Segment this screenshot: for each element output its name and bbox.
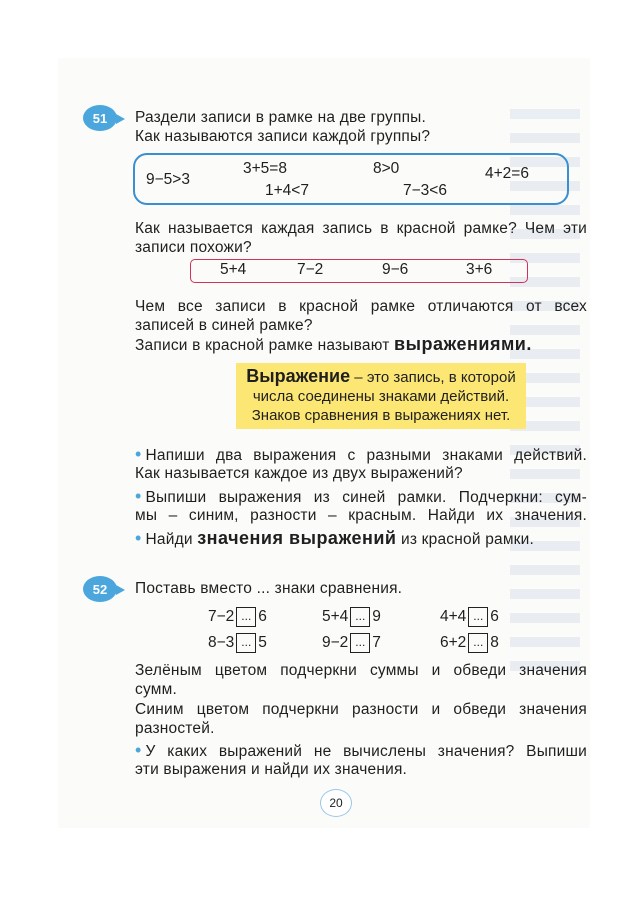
ex51-q3-line2: записей в синей рамке? xyxy=(135,317,313,334)
definition-line1-rest: – это запись, в которой xyxy=(350,369,516,386)
ex51-q3-line3-text: Записи в красной рамке называют xyxy=(135,337,390,354)
red-expr-4: 3+6 xyxy=(466,261,493,278)
answer-box[interactable]: ... xyxy=(236,633,256,653)
task3-line: • Найди значения выражений из красной рамки. xyxy=(135,528,535,548)
ex51-q2-line1: Как называется каждая запись в красной рамке? Чем эти xyxy=(135,220,587,237)
ex52-row2-col1: 8−3 ... 5 xyxy=(208,634,267,652)
ex52-row2-col3: 6+2 ... 8 xyxy=(440,634,499,652)
blue-expr-1: 9−5>3 xyxy=(146,171,190,188)
definition-line3: Знаков сравнения в выражениях нет. xyxy=(251,407,511,424)
blue-expr-2: 3+5=8 xyxy=(243,160,287,177)
red-expr-2: 7−2 xyxy=(297,261,324,278)
blue-expr-5: 7−3<6 xyxy=(403,182,447,199)
definition-line1 xyxy=(236,367,526,387)
bullet-icon: • xyxy=(135,528,142,548)
bullet-icon: • xyxy=(135,486,142,506)
definition-term: Выражение xyxy=(246,366,351,386)
task1-line1: • Напиши два выражения с разными знаками действий. xyxy=(135,444,587,464)
task1-line2: Как называется каждое из двух выражений? xyxy=(135,465,463,482)
ex51-line1: Раздели записи в рамке на две группы. xyxy=(135,109,427,126)
ex51-q2-line2: записи похожи? xyxy=(135,239,252,256)
blue-expr-6: 4+2=6 xyxy=(485,165,529,182)
exercise-51-badge: 51 xyxy=(83,105,117,131)
bullet-icon: • xyxy=(135,740,142,760)
ex51-q3-line3 xyxy=(135,335,532,355)
term-expression-values: значения выражений xyxy=(197,528,397,548)
ex51-q3-line1: Чем все записи в красной рамке отличаются от всех xyxy=(135,298,587,315)
red-expr-1: 5+4 xyxy=(220,261,247,278)
task2-line2: мы – синим, разности – красным. Найди их значения. xyxy=(135,507,587,524)
ex52-title: Поставь вместо ... знаки сравнения. xyxy=(135,580,403,597)
ex52-p1-line1: Зелёным цветом подчеркни суммы и обведи значения xyxy=(135,662,587,679)
ex52-p2-line1: Синим цветом подчеркни разности и обведи значения xyxy=(135,701,587,718)
answer-box[interactable]: ... xyxy=(468,633,488,653)
ex52-row1-col1: 7−2 ... 6 xyxy=(208,608,267,626)
exercise-52-badge: 52 xyxy=(83,576,117,602)
blue-expr-4: 8>0 xyxy=(373,160,400,177)
task2-line1: • Выпиши выражения из синей рамки. Подчеркни: сум- xyxy=(135,486,587,506)
ex52-row1-col3: 4+4 ... 6 xyxy=(440,608,499,626)
ex52-row1-col2: 5+4 ... 9 xyxy=(322,608,381,626)
definition-line2: числа соединены знаками действий. xyxy=(252,388,510,405)
red-expr-3: 9−6 xyxy=(382,261,409,278)
ex52-row2-col2: 9−2 ... 7 xyxy=(322,634,381,652)
ex52-p3-line2: эти выражения и найди их значения. xyxy=(135,761,408,778)
ex52-p2-line2: разностей. xyxy=(135,720,215,737)
answer-box[interactable]: ... xyxy=(468,607,488,627)
answer-box[interactable]: ... xyxy=(236,607,256,627)
ex52-p1-line2: сумм. xyxy=(135,681,177,698)
term-expressions: выражениями. xyxy=(394,334,532,354)
definition-box xyxy=(236,363,526,429)
ex51-line2: Как называются записи каждой группы? xyxy=(135,128,431,145)
answer-box[interactable]: ... xyxy=(350,633,370,653)
page-number: 20 xyxy=(320,789,352,817)
answer-box[interactable]: ... xyxy=(350,607,370,627)
blue-expr-3: 1+4<7 xyxy=(265,182,309,199)
ex52-p3-line1: • У каких выражений не вычислены значения? Выпиши xyxy=(135,740,587,760)
bullet-icon: • xyxy=(135,444,142,464)
